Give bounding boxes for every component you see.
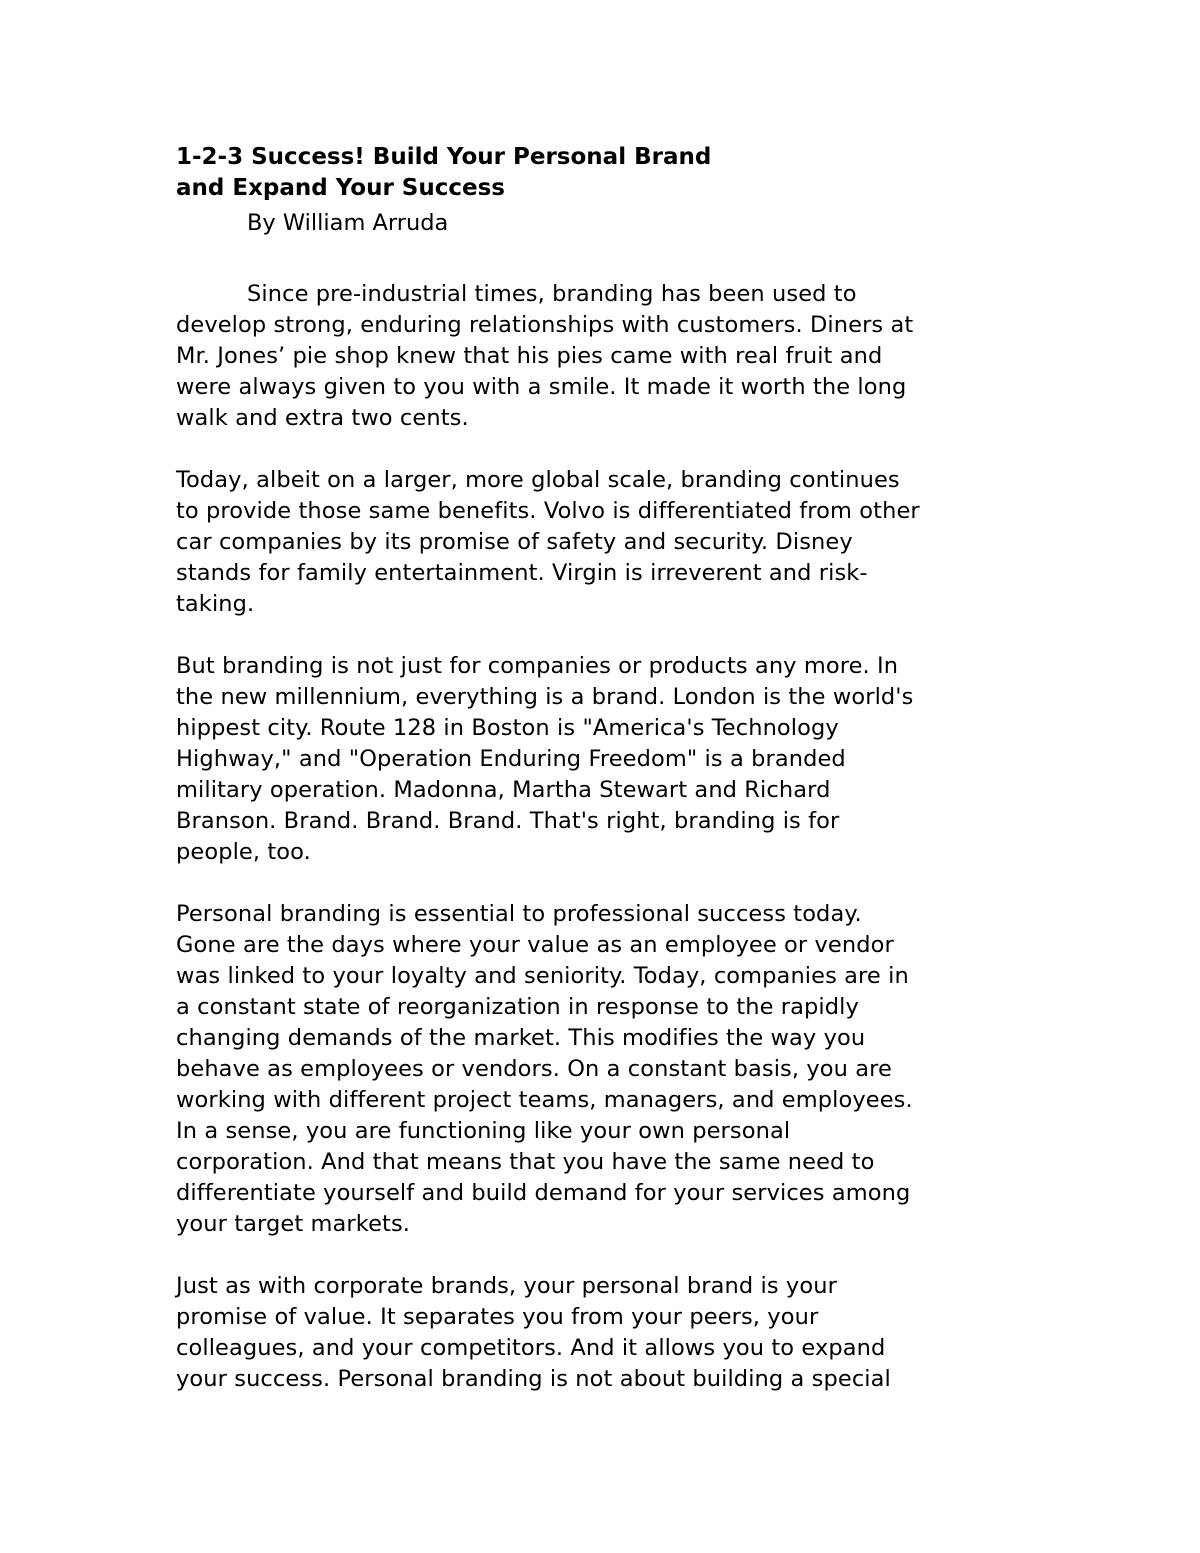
paragraph-line: stands for family entertainment. Virgin is irreverent and risk- xyxy=(176,560,868,586)
article-body xyxy=(176,142,1036,1426)
paragraph-line: corporation. And that means that you have the same need to xyxy=(176,1149,875,1175)
paragraph-line: In a sense, you are functioning like your own personal xyxy=(176,1118,791,1144)
paragraph-line: Since pre-industrial times, branding has been used to xyxy=(247,281,857,307)
paragraph-line: changing demands of the market. This modifies the way you xyxy=(176,1025,866,1051)
paragraph-line: was linked to your loyalty and seniority. Today, companies are in xyxy=(176,963,909,989)
paragraph-line: walk and extra two cents. xyxy=(176,405,469,431)
article-title-line: and Expand Your Success xyxy=(176,175,505,201)
paragraph-line: car companies by its promise of safety and security. Disney xyxy=(176,529,853,555)
paragraph-line: behave as employees or vendors. On a constant basis, you are xyxy=(176,1056,892,1082)
paragraph-line: taking. xyxy=(176,591,255,617)
paragraph-line: working with different project teams, managers, and employees. xyxy=(176,1087,913,1113)
article-paragraphs xyxy=(176,279,1036,1395)
paragraph-line: differentiate yourself and build demand for your services among xyxy=(176,1180,911,1206)
paragraph-line: Personal branding is essential to professional success today. xyxy=(176,901,862,927)
paragraph-line: your success. Personal branding is not about building a special xyxy=(176,1366,891,1392)
article-byline: By William Arruda xyxy=(247,210,449,236)
paragraph-line: Just as with corporate brands, your personal brand is your xyxy=(176,1273,837,1299)
article-title-line: 1-2-3 Success! Build Your Personal Brand xyxy=(176,144,712,170)
article-paragraph xyxy=(176,1271,1036,1395)
paragraph-line: a constant state of reorganization in response to the rapidly xyxy=(176,994,859,1020)
paragraph-line: colleagues, and your competitors. And it allows you to expand xyxy=(176,1335,886,1361)
paragraph-line: the new millennium, everything is a brand. London is the world's xyxy=(176,684,914,710)
paragraph-line: to provide those same benefits. Volvo is differentiated from other xyxy=(176,498,920,524)
paragraph-line: military operation. Madonna, Martha Stewart and Richard xyxy=(176,777,831,803)
article-paragraph xyxy=(176,465,1036,620)
article-paragraph xyxy=(176,899,1036,1240)
paragraph-line: Highway," and "Operation Enduring Freedom" is a branded xyxy=(176,746,846,772)
paragraph-line: people, too. xyxy=(176,839,311,865)
paragraph-line: were always given to you with a smile. It made it worth the long xyxy=(176,374,907,400)
paragraph-line: But branding is not just for companies or products any more. In xyxy=(176,653,899,679)
article-paragraph xyxy=(176,651,1036,868)
paragraph-line: Mr. Jones’ pie shop knew that his pies came with real fruit and xyxy=(176,343,883,369)
paragraph-line: promise of value. It separates you from your peers, your xyxy=(176,1304,819,1330)
paragraph-line: Branson. Brand. Brand. Brand. That's right, branding is for xyxy=(176,808,840,834)
article-paragraph xyxy=(176,279,1036,434)
paragraph-line: Gone are the days where your value as an employee or vendor xyxy=(176,932,894,958)
paragraph-line: hippest city. Route 128 in Boston is "America's Technology xyxy=(176,715,839,741)
paragraph-line: develop strong, enduring relationships with customers. Diners at xyxy=(176,312,914,338)
paragraph-line: your target markets. xyxy=(176,1211,411,1237)
paragraph-line: Today, albeit on a larger, more global scale, branding continues xyxy=(176,467,900,493)
article-title xyxy=(176,142,1036,204)
